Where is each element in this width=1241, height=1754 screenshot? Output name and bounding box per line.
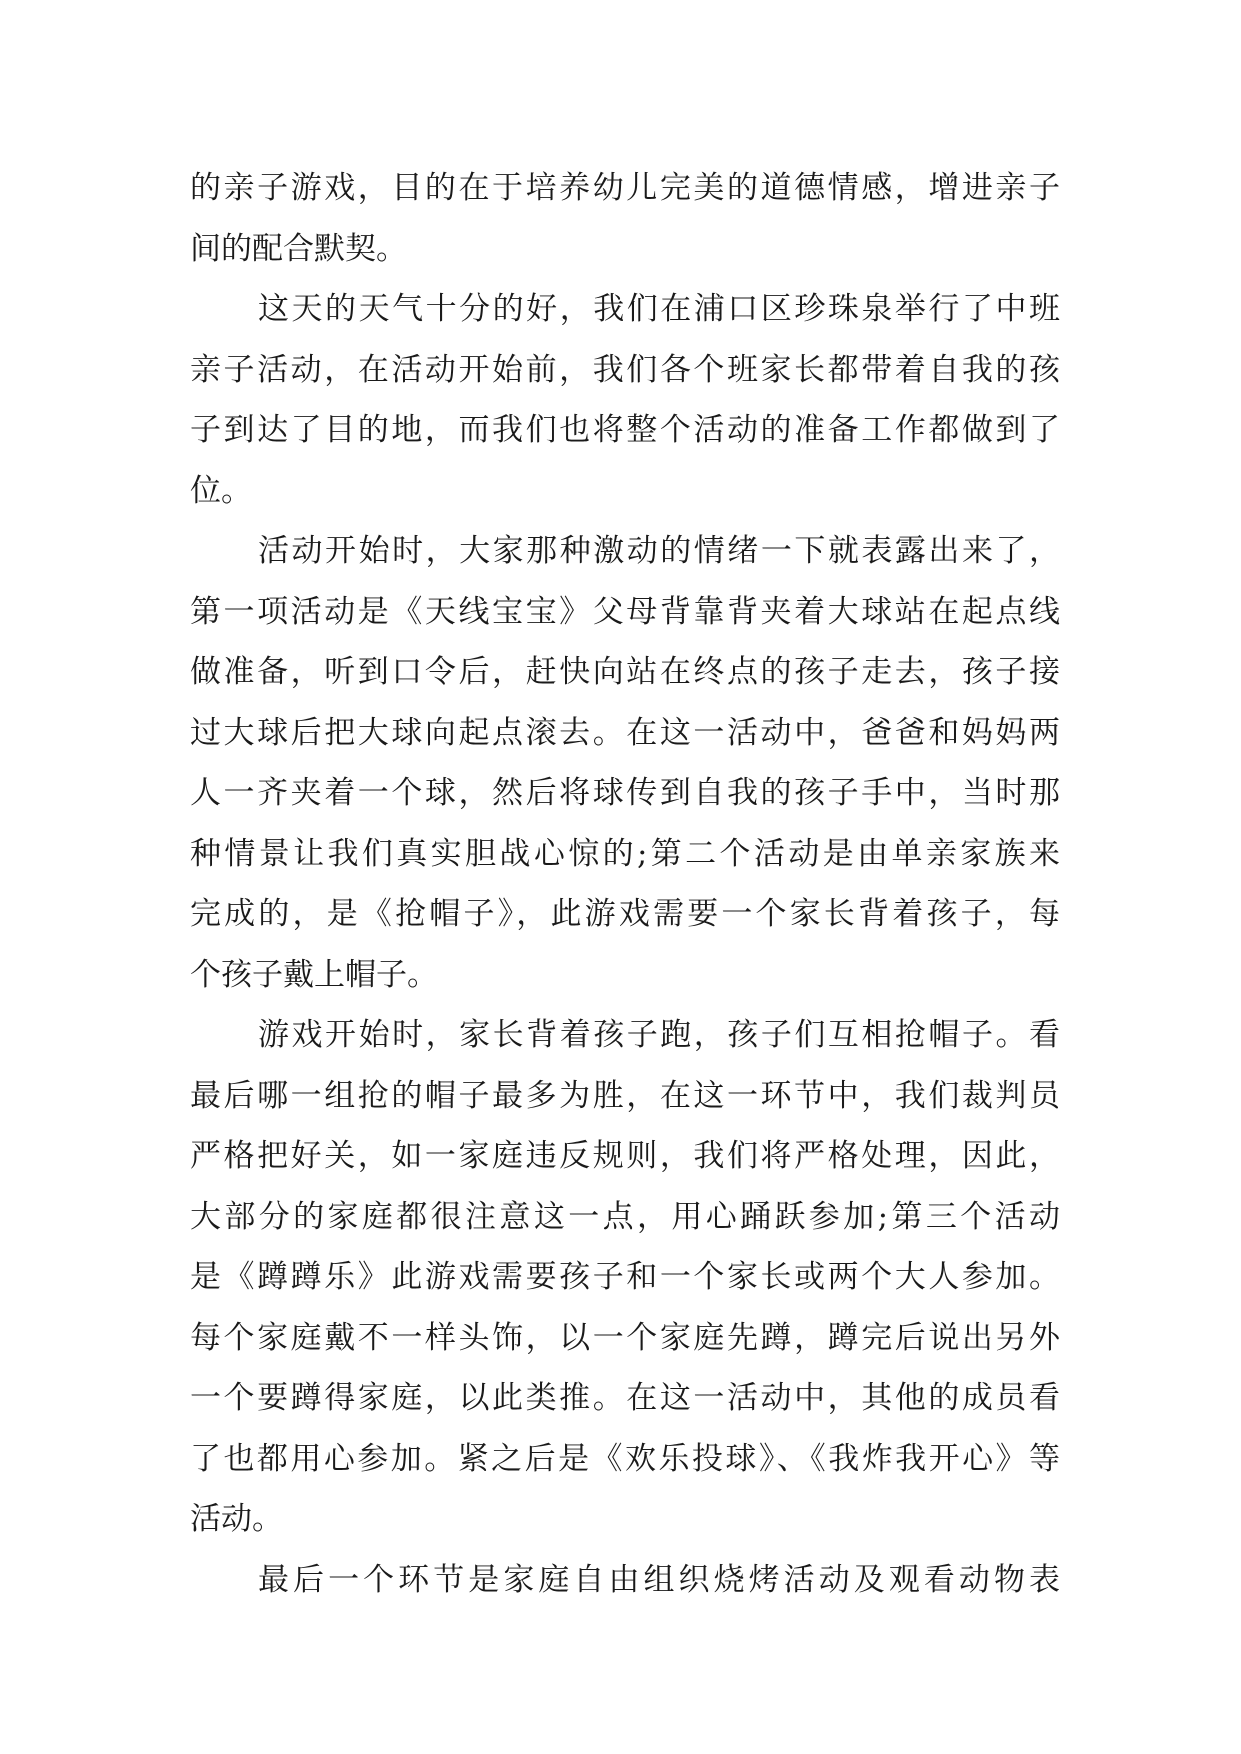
text-line: 第一项活动是《天线宝宝》父母背靠背夹着大球站在起点线 bbox=[190, 593, 1060, 630]
text-line: 活动开始时，大家那种激动的情绪一下就表露出来了， bbox=[258, 533, 1060, 569]
text-line: 了也都用心参加。紧之后是《欢乐投球》、《我炸我开心》等 bbox=[190, 1440, 1060, 1477]
document-body bbox=[190, 158, 1060, 1610]
text-line: 游戏开始时，家长背着孩子跑，孩子们互相抢帽子。看 bbox=[258, 1017, 1060, 1053]
text-line: 大部分的家庭都很注意这一点，用心踊跃参加;第三个活动 bbox=[190, 1198, 1060, 1235]
text-line: 做准备，听到口令后，赶快向站在终点的孩子走去，孩子接 bbox=[190, 654, 1060, 690]
text-line: 亲子活动，在活动开始前，我们各个班家长都带着自我的孩 bbox=[190, 351, 1060, 388]
text-line: 位。 bbox=[190, 472, 252, 509]
text-line: 活动。 bbox=[190, 1501, 283, 1537]
text-line: 子到达了目的地，而我们也将整个活动的准备工作都做到了 bbox=[190, 412, 1060, 448]
text-line: 严格把好关，如一家庭违反规则，我们将严格处理，因此， bbox=[190, 1138, 1060, 1174]
text-line: 一个要蹲得家庭，以此类推。在这一活动中，其他的成员看 bbox=[190, 1380, 1060, 1416]
text-line: 种情景让我们真实胆战心惊的;第二个活动是由单亲家族来 bbox=[190, 835, 1060, 872]
text-line: 是《蹲蹲乐》此游戏需要孩子和一个家长或两个大人参加。 bbox=[190, 1259, 1060, 1295]
text-line: 人一齐夹着一个球，然后将球传到自我的孩子手中，当时那 bbox=[190, 775, 1060, 811]
text-line: 过大球后把大球向起点滚去。在这一活动中，爸爸和妈妈两 bbox=[190, 714, 1060, 751]
text-line: 个孩子戴上帽子。 bbox=[190, 956, 438, 993]
text-line: 完成的，是《抢帽子》，此游戏需要一个家长背着孩子，每 bbox=[190, 896, 1060, 932]
text-line: 每个家庭戴不一样头饰，以一个家庭先蹲，蹲完后说出另外 bbox=[190, 1319, 1060, 1356]
text-line: 最后哪一组抢的帽子最多为胜，在这一环节中，我们裁判员 bbox=[190, 1077, 1060, 1114]
text-line: 这天的天气十分的好，我们在浦口区珍珠泉举行了中班 bbox=[258, 291, 1060, 327]
text-line: 间的配合默契。 bbox=[190, 230, 407, 267]
text-line: 最后一个环节是家庭自由组织烧烤活动及观看动物表 bbox=[258, 1561, 1060, 1598]
text-line: 的亲子游戏，目的在于培养幼儿完美的道德情感，增进亲子 bbox=[190, 170, 1060, 206]
